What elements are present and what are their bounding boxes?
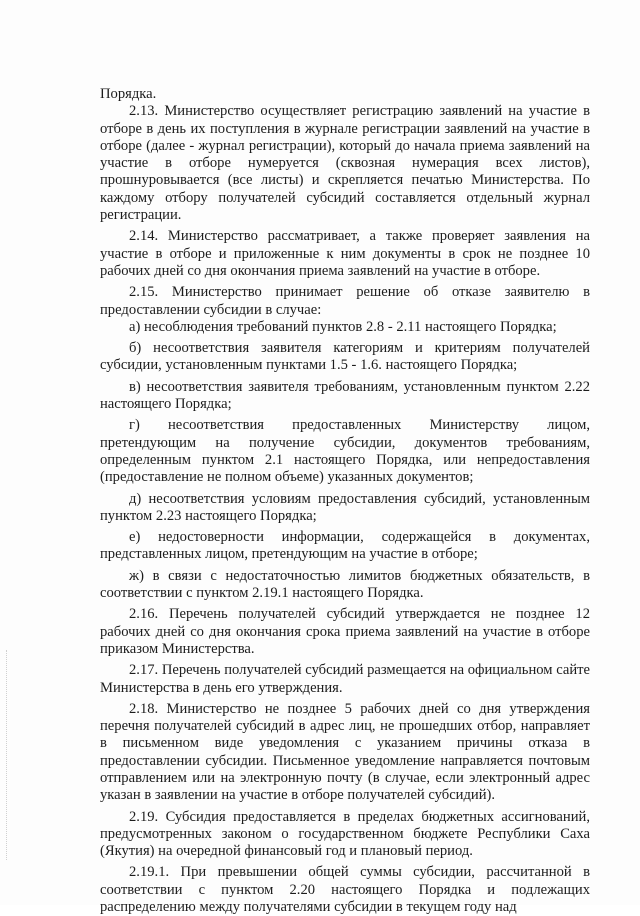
paragraph-p6: в) несоответствия заявителя требованиям, установленным пунктом 2.22 настоящего Порядка; (100, 378, 590, 413)
paragraph-p0: Порядка. (100, 86, 157, 102)
paragraph-p11: 2.16. Перечень получателей субсидий утверждается не позднее 12 рабочих дней со дня окончания срока приема заявлений на участие в отборе приказом Министерства. (100, 606, 590, 657)
margin-scan-marks (6, 650, 9, 860)
paragraph-p4: а) несоблюдения требований пунктов 2.8 - 2.11 настоящего Порядка; (129, 318, 557, 335)
document-body (100, 86, 590, 916)
paragraph-p5: б) несоответствия заявителя категориям и критериям получателей субсидии, установленным пунктами 1.5 - 1.6. настоящего Порядка; (100, 340, 590, 374)
paragraph-p2: 2.14. Министерство рассматривает, а также проверяет заявления на участие в отборе и приложенные к ним документы в срок не позднее 10 рабочих дней со дня окончания приема заявлений на участие в отборе. (100, 228, 590, 279)
paragraph-p9: е) недостоверности информации, содержащейся в документах, представленных лицом, претендующим на участие в отборе; (100, 529, 590, 563)
paragraph-p7: г) несоответствия предоставленных Министерству лицом, претендующим на получение субсидии, документов требованиям, определенным пунктом 2.1 настоящего Порядка, или непредоставления (предоставление не полном объеме) указанных документов; (100, 417, 590, 486)
paragraph-p15: 2.19.1. При превышении общей суммы субсидии, рассчитанной в соответствии с пунктом 2.20 настоящего Порядка и подлежащих распределению между получателями субсидии в текущем году над (100, 864, 590, 916)
paragraph-p10: ж) в связи с недостаточностью лимитов бюджетных обязательств, в соответствии с пунктом 2.19.1 настоящего Порядка. (100, 567, 590, 602)
paragraph-p14: 2.19. Субсидия предоставляется в пределах бюджетных ассигнований, предусмотренных законом о государственном бюджете Республики Саха (Якутия) на очередной финансовый год и плановый период. (100, 808, 590, 860)
paragraph-p1: 2.13. Министерство осуществляет регистрацию заявлений на участие в отборе в день их поступления в журнале регистрации заявлений на участие в отборе (далее - журнал регистрации), который до начала приема заявлений на участие в отборе нумеруется (сквозная нумерация всех листов), прошнуровывается (все листы) и скрепляется печатью Министерства. По каждому отбору получателей субсидий составляется отдельный журнал регистрации. (100, 103, 590, 224)
paragraph-p12: 2.17. Перечень получателей субсидий размещается на официальном сайте Министерства в день его утверждения. (100, 662, 590, 696)
paragraph-p3: 2.15. Министерство принимает решение об отказе заявителю в предоставлении субсидии в случае: (100, 284, 590, 318)
paragraph-p8: д) несоответствия условиям предоставления субсидий, установленным пунктом 2.23 настоящего Порядка; (100, 490, 590, 524)
paragraph-p13: 2.18. Министерство не позднее 5 рабочих дней со дня утверждения перечня получателей субсидий в адрес лиц, не прошедших отбор, направляет в письменном виде уведомления с указанием причины отказа в предоставлении субсидии. Письменное уведомление направляется почтовым отправлением или на электронную почту (в случае, если электронный адрес указан в заявлении на участие в отборе получателей субсидий). (100, 700, 590, 804)
